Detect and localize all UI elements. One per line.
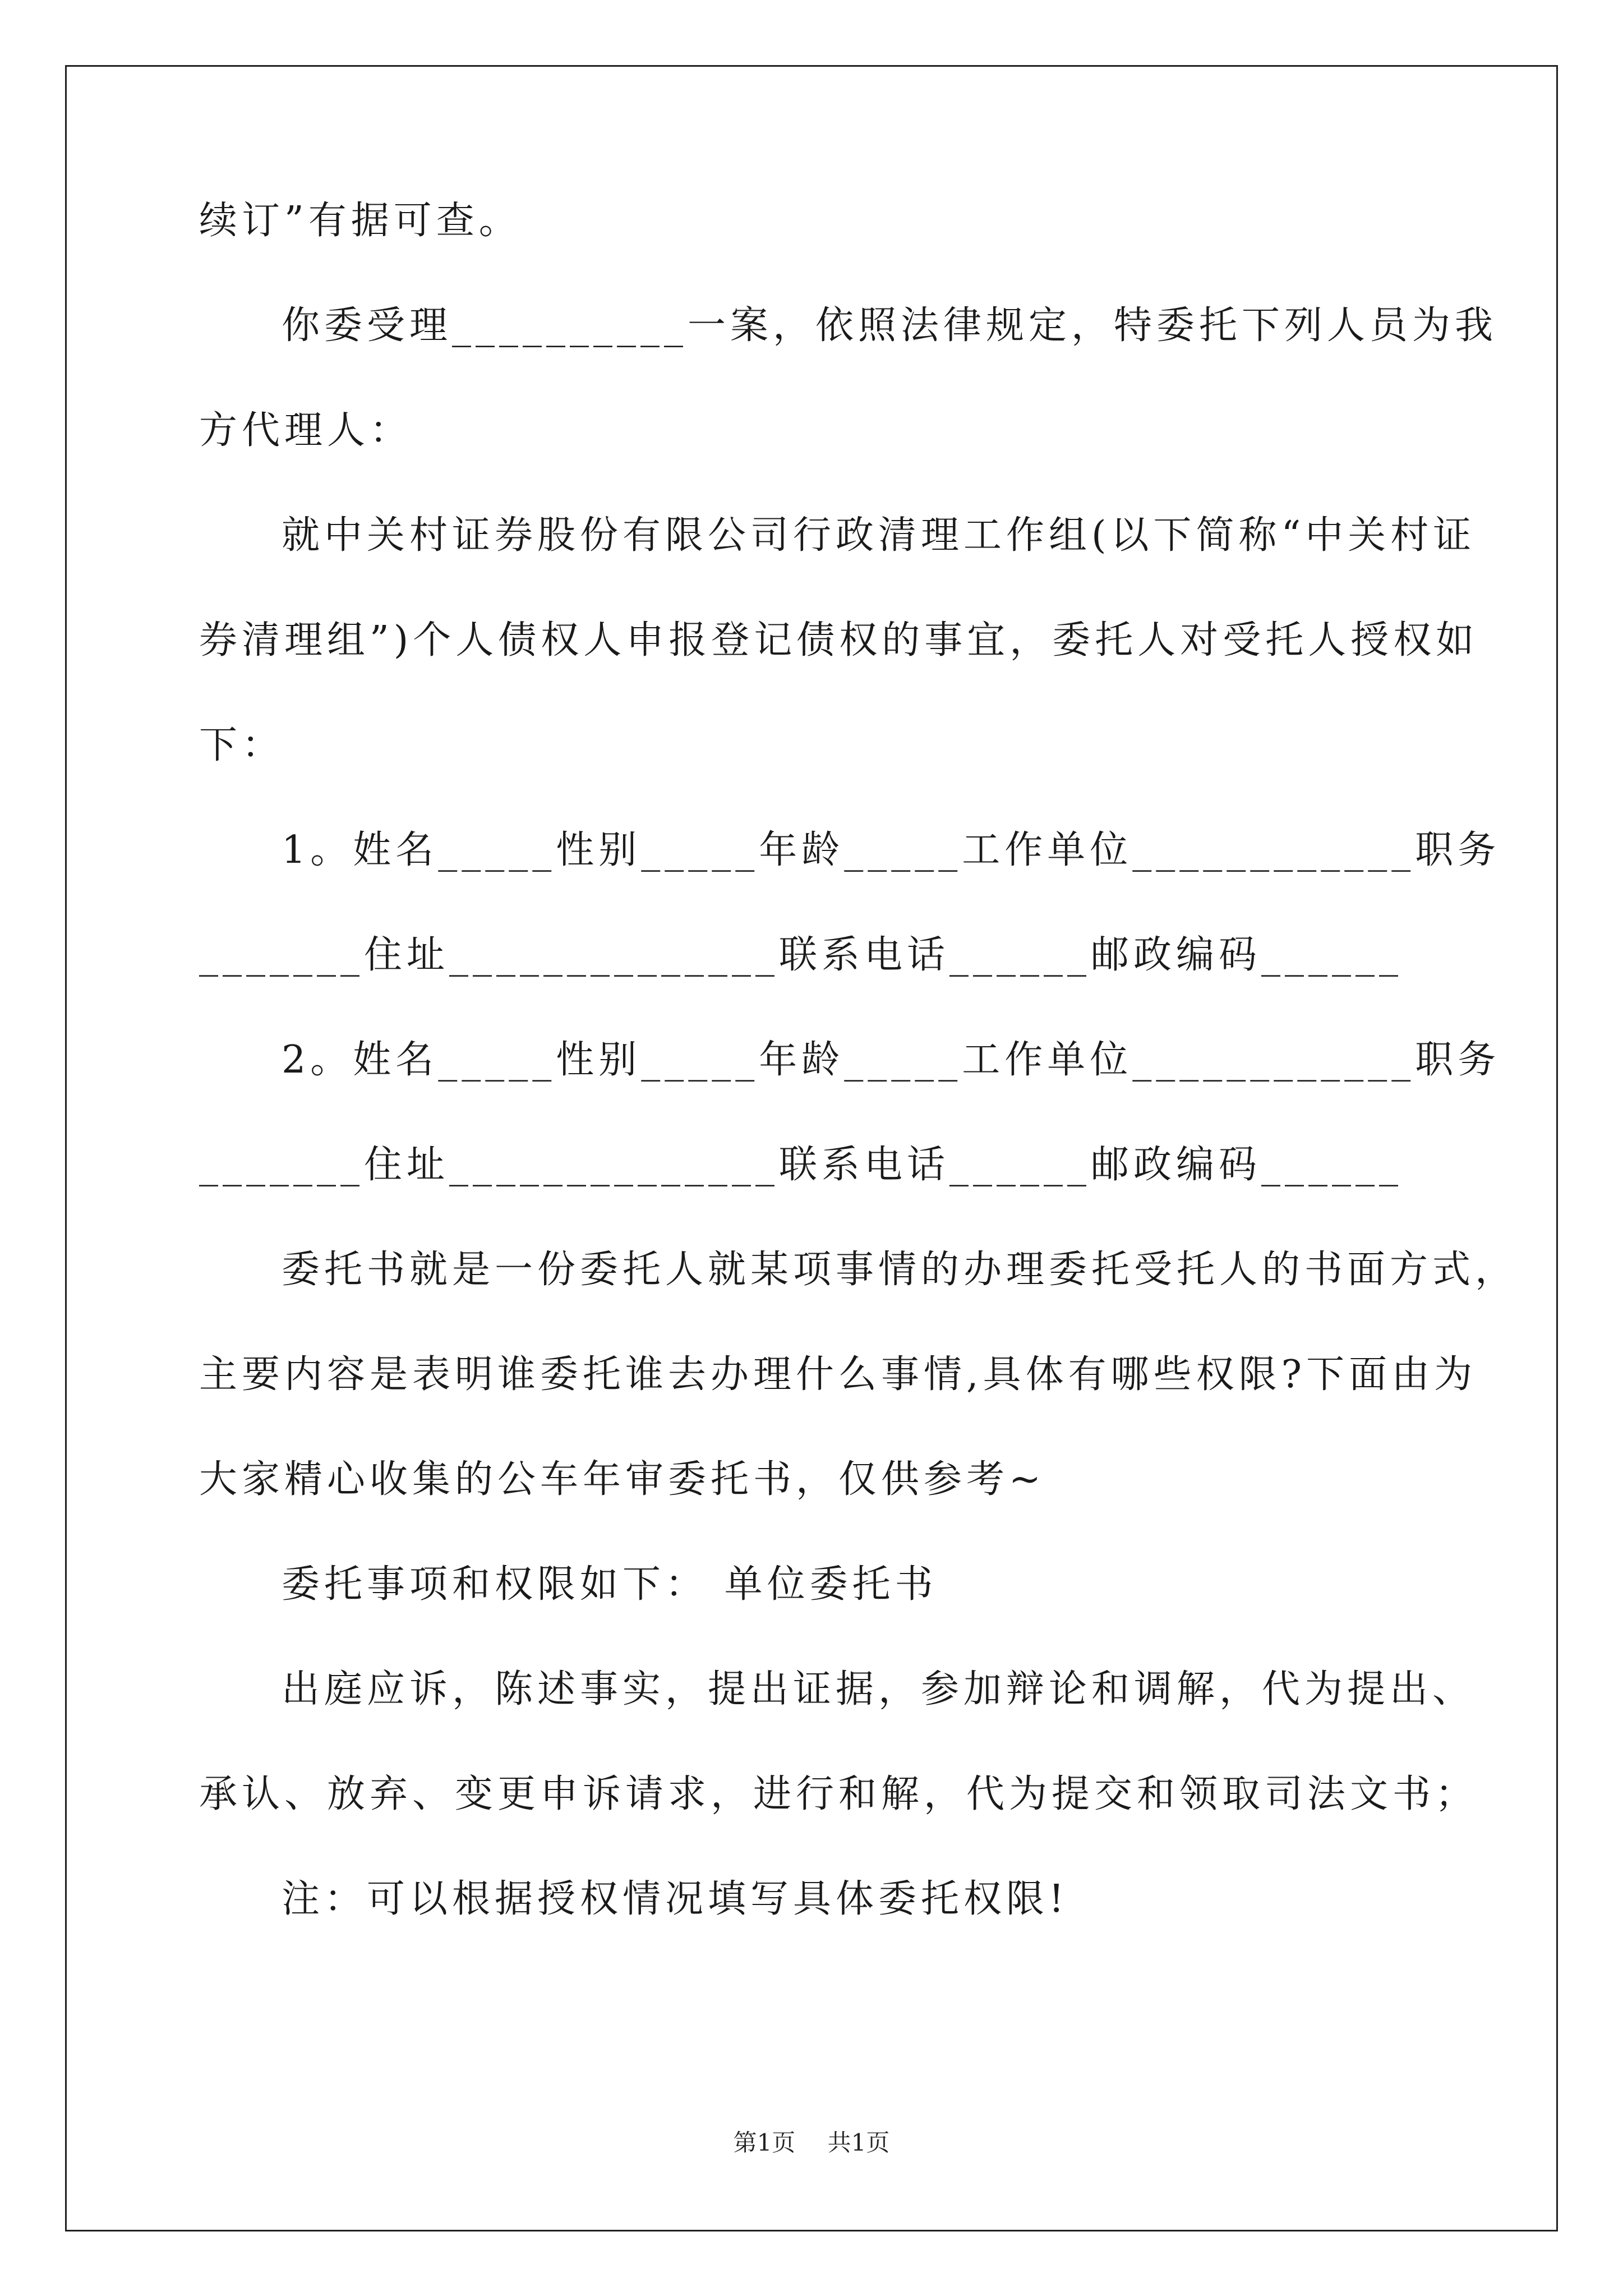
form-line: 1。姓名_____性别_____年龄_____工作单位____________职务 <box>282 828 1501 872</box>
paragraph-line: 大家精心收集的公车年审委托书，仅供参考~ <box>199 1457 1045 1502</box>
paragraph-line: 你委受理__________一案，依照法律规定，特委托下列人员为我 <box>282 303 1498 348</box>
page-total: 共1页 <box>827 2129 890 2156</box>
paragraph-line: 券清理组”)个人债权人申报登记债权的事宜，委托人对受托人授权如 <box>199 618 1479 662</box>
page-current: 第1页 <box>733 2129 796 2156</box>
form-line: _______住址______________联系电话______邮政编码______ <box>199 1143 1403 1187</box>
form-line: _______住址______________联系电话______邮政编码______ <box>199 933 1403 977</box>
paragraph-line: 方代理人： <box>199 408 413 453</box>
paragraph-line: 承认、放弃、变更申诉请求，进行和解，代为提交和领取司法文书； <box>199 1772 1478 1816</box>
paragraph-line: 注：可以根据授权情况填写具体委托权限! <box>282 1877 1069 1921</box>
page-footer <box>0 2126 1623 2160</box>
paragraph-line: 下： <box>199 723 285 767</box>
paragraph-line: 就中关村证券股份有限公司行政清理工作组(以下简称“中关村证 <box>282 513 1476 558</box>
form-line: 2。姓名_____性别_____年龄_____工作单位____________职务 <box>282 1038 1501 1082</box>
paragraph-line: 续订”有据可查。 <box>199 199 522 243</box>
paragraph-line: 委托事项和权限如下： 单位委托书 <box>282 1562 938 1607</box>
paragraph-line: 出庭应诉，陈述事实，提出证据，参加辩论和调解，代为提出、 <box>282 1667 1476 1711</box>
paragraph-line: 委托书就是一份委托人就某项事情的办理委托受托人的书面方式， <box>282 1248 1518 1292</box>
paragraph-line: 主要内容是表明谁委托谁去办理什么事情,具体有哪些权限?下面由为 <box>199 1352 1477 1397</box>
